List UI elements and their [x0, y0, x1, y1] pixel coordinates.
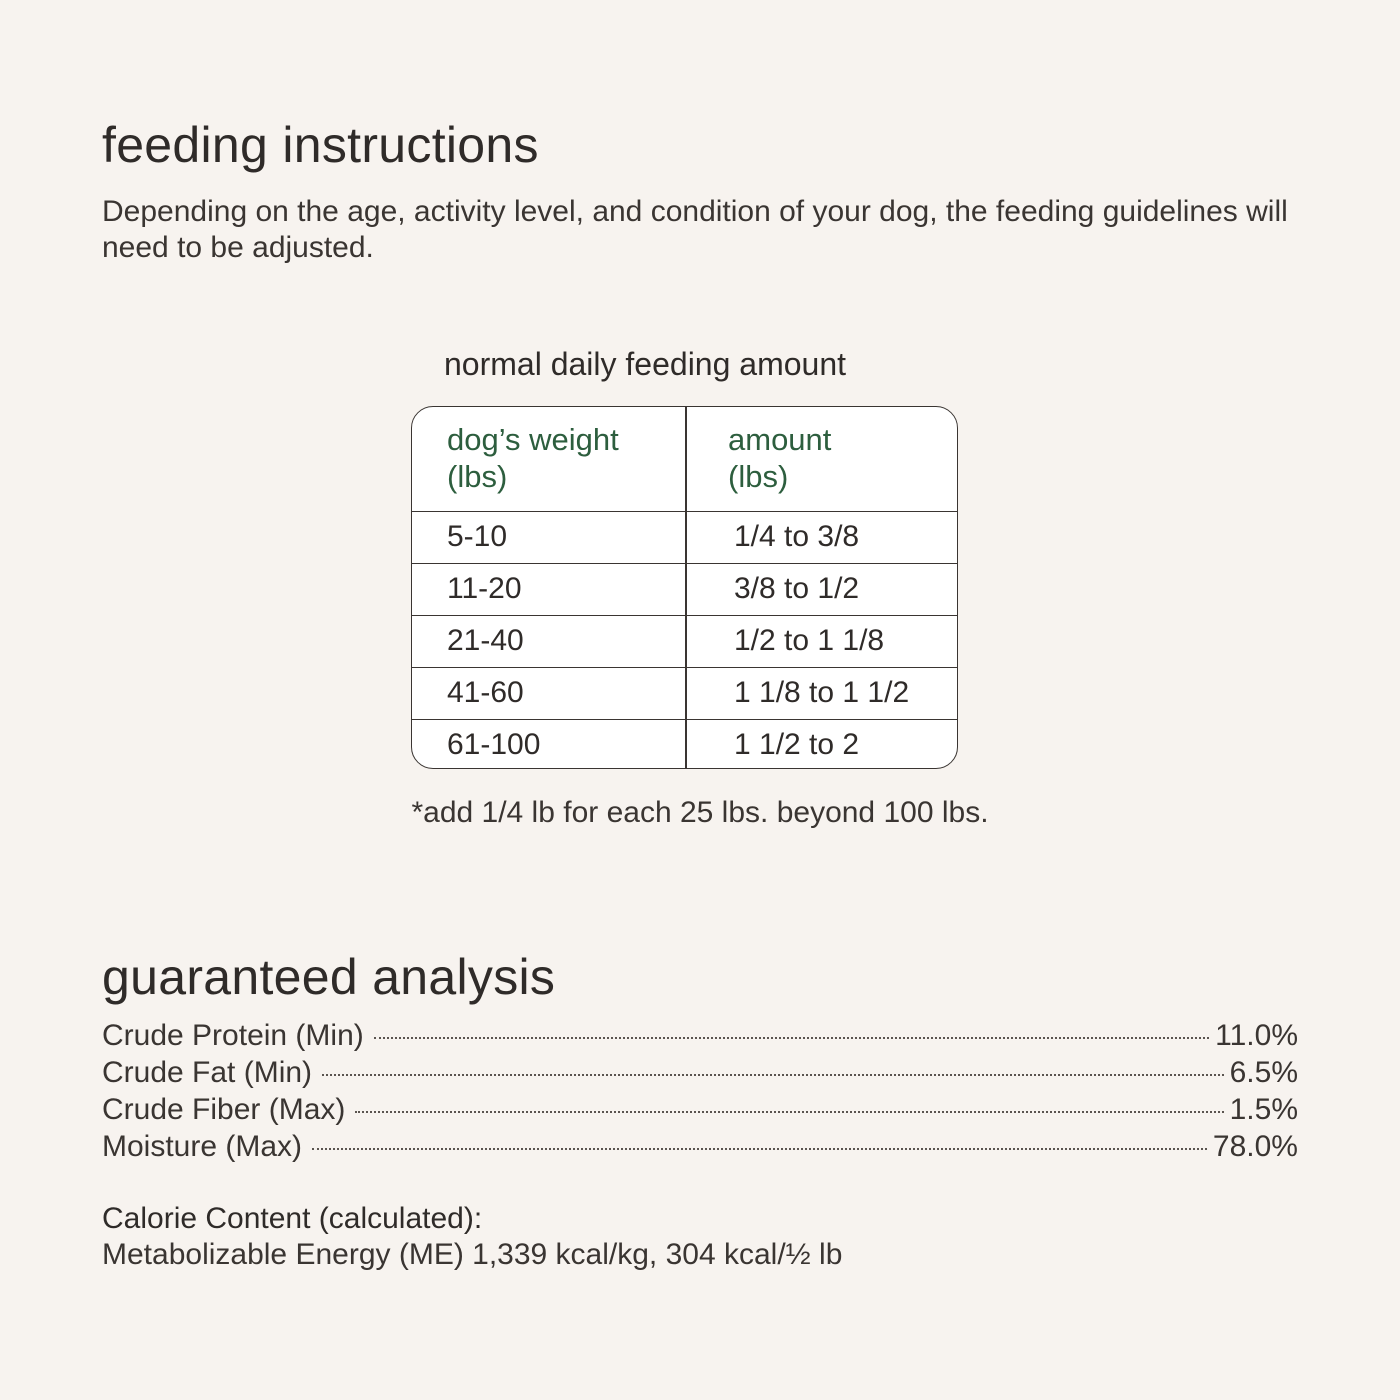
amount-cell: 1/4 to 3/8 [734, 520, 860, 553]
feeding-intro-text: Depending on the age, activity level, and condition of your dog, the feeding guidelines will need to be adjusted. [102, 195, 1288, 264]
analysis-value: 6.5% [1229, 1056, 1298, 1089]
table-row [412, 616, 957, 668]
weight-cell: 21-40 [447, 624, 524, 657]
feeding-table [411, 406, 958, 769]
dot-leader [355, 1111, 1223, 1113]
header-dog-weight-line2: (lbs) [447, 459, 508, 494]
analysis-item [102, 1056, 1298, 1093]
weight-cell: 5-10 [447, 520, 508, 553]
feeding-table-caption: normal daily feeding amount [444, 346, 847, 382]
dot-leader [312, 1148, 1207, 1150]
amount-cell: 1 1/2 to 2 [734, 728, 860, 761]
analysis-value: 1.5% [1229, 1093, 1298, 1126]
calorie-content-title: Calorie Content (calculated): [102, 1202, 483, 1235]
guaranteed-analysis-title: guaranteed analysis [102, 949, 556, 1005]
analysis-item [102, 1093, 1298, 1130]
calorie-content-text: Metabolizable Energy (ME) 1,339 kcal/kg, 304 kcal/½ lb [102, 1238, 843, 1271]
feeding-instructions-title: feeding instructions [102, 117, 539, 173]
weight-cell: 41-60 [447, 676, 524, 709]
table-header-row [412, 407, 957, 512]
weight-cell: 11-20 [447, 572, 522, 605]
weight-cell: 61-100 [447, 728, 541, 761]
header-amount-line2: (lbs) [728, 459, 789, 494]
analysis-list [102, 1019, 1298, 1167]
analysis-item [102, 1019, 1298, 1056]
table-row [412, 720, 957, 769]
analysis-value: 11.0% [1215, 1019, 1298, 1052]
analysis-label: Crude Fiber (Max) [102, 1093, 346, 1126]
dot-leader [374, 1037, 1209, 1039]
analysis-label: Moisture (Max) [102, 1130, 303, 1163]
analysis-label: Crude Protein (Min) [102, 1019, 364, 1052]
analysis-label: Crude Fat (Min) [102, 1056, 313, 1089]
header-amount-line1: amount [728, 422, 832, 457]
amount-cell: 1 1/8 to 1 1/2 [734, 676, 910, 709]
header-amount [728, 421, 958, 495]
header-dog-weight-line1: dog’s weight [447, 422, 619, 457]
amount-cell: 1/2 to 1 1/8 [734, 624, 885, 657]
dot-leader [322, 1074, 1224, 1076]
table-row [412, 512, 957, 564]
table-row [412, 668, 957, 720]
header-dog-weight [447, 421, 677, 495]
feeding-footnote: *add 1/4 lb for each 25 lbs. beyond 100 lbs. [411, 796, 989, 829]
analysis-item [102, 1130, 1298, 1167]
analysis-value: 78.0% [1212, 1130, 1298, 1163]
table-row [412, 564, 957, 616]
amount-cell: 3/8 to 1/2 [734, 572, 860, 605]
